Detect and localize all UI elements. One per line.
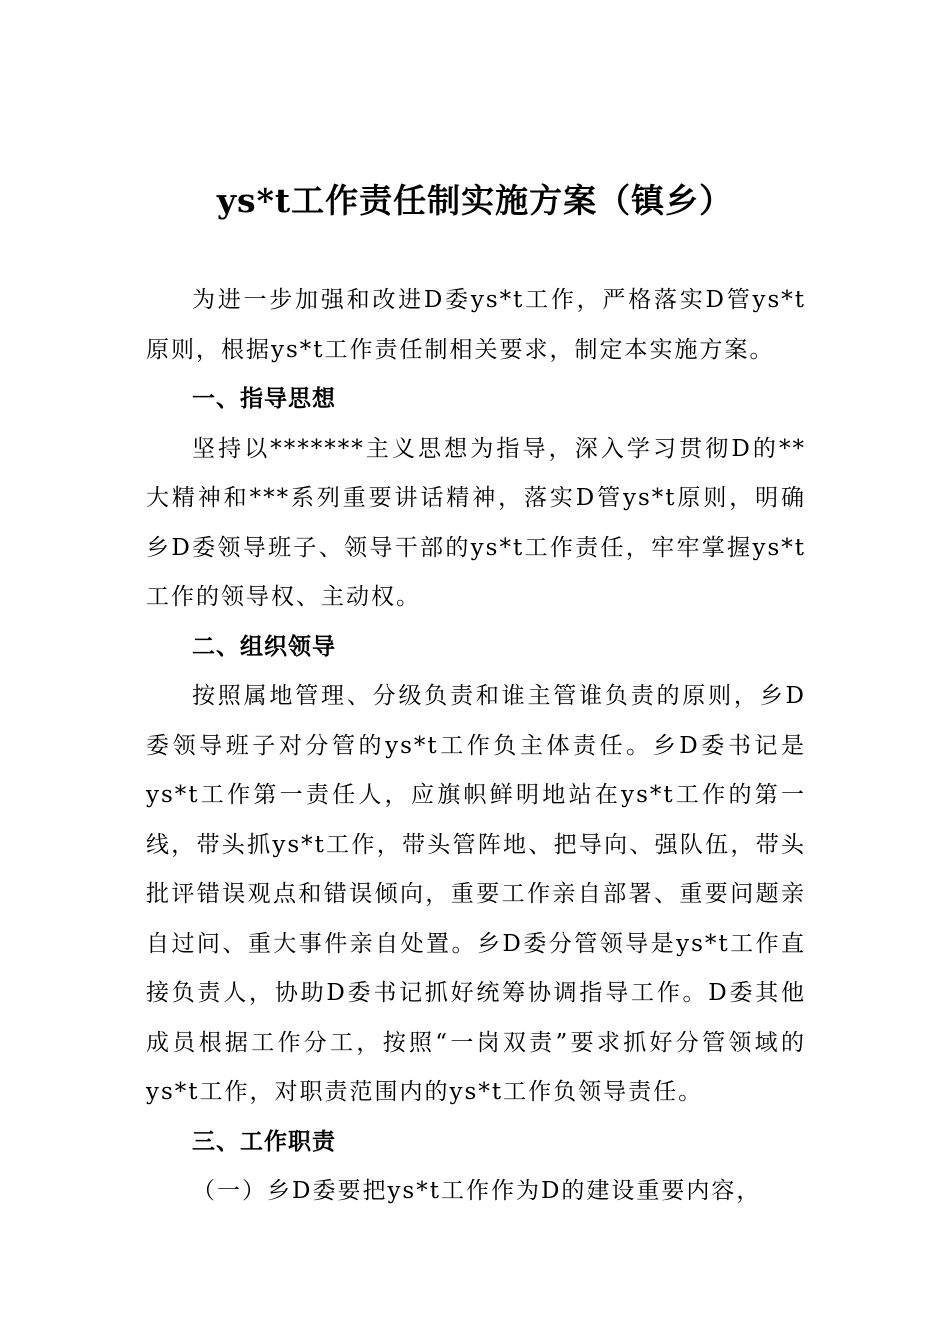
- section-paragraph: 按照属地管理、分级负责和谁主管谁负责的原则，乡D委领导班子对分管的ys*t工作负主体责任。乡D委书记是ys*t工作第一责任人，应旗帜鲜明地站在ys*t工作的第一线，带头抓ys*t工作，带头管阵地、把导向、强队伍，带头批评错误观点和错误倾向，重要工作亲自部署、重要问题亲自过问、重大事件亲自处置。乡D委分管领导是ys*t工作直接负责人，协助D委书记抓好统筹协调指导工作。D委其他成员根据工作分工，按照“一岗双责”要求抓好分管领域的ys*t工作，对职责范围内的ys*t工作负领导责任。: [146, 683, 806, 1105]
- section-heading-organization-leadership: 二、组织领导: [192, 633, 336, 660]
- document-title: ys*t工作责任制实施方案（镇乡）: [216, 181, 734, 220]
- document-body: [146, 276, 806, 1217]
- section-heading-work-duties: 三、工作职责: [192, 1128, 336, 1155]
- intro-paragraph: 为进一步加强和改进D委ys*t工作，严格落实D管ys*t原则，根据ys*t工作责任制相关要求，制定本实施方案。: [146, 287, 806, 363]
- section-paragraph: （一）乡D委要把ys*t工作作为D的建设重要内容，: [192, 1178, 762, 1204]
- section-paragraph: 坚持以*******主义思想为指导，深入学习贯彻D的**大精神和***系列重要讲话精神，落实D管ys*t原则，明确乡D委领导班子、领导干部的ys*t工作责任，牢牢掌握ys*t工作的领导权、主动权。: [146, 435, 806, 610]
- section-heading-guiding-ideology: 一、指导思想: [192, 386, 336, 412]
